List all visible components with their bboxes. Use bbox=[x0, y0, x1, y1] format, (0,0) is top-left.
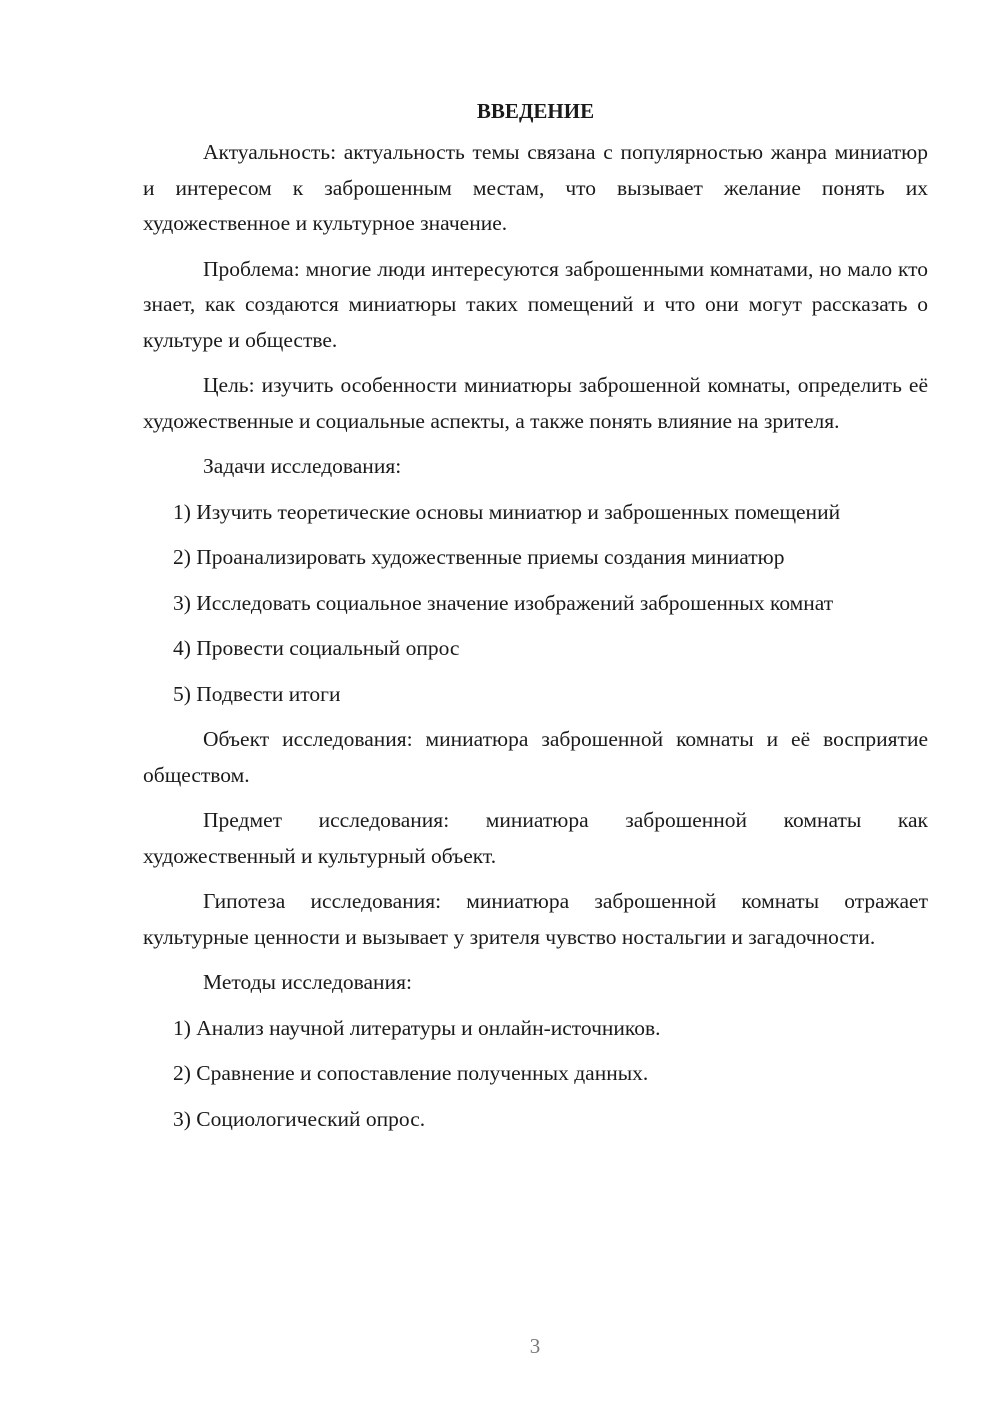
task-item-3: 3) Исследовать социальное значение изображений заброшенных комнат bbox=[173, 590, 834, 615]
task-item-2: 2) Проанализировать художественные приемы создания миниатюр bbox=[173, 545, 785, 569]
document-page bbox=[143, 96, 928, 1147]
problem-paragraph: Проблема: многие люди интересуются заброшенными комнатами, но мало кто знает, как создаются миниатюры таких помещений и что они могут рассказать о культуре и обществе. bbox=[143, 256, 928, 352]
method-item-3: 3) Социологический опрос. bbox=[173, 1106, 426, 1131]
page-number: 3 bbox=[529, 1334, 541, 1358]
task-item-5: 5) Подвести итоги bbox=[173, 681, 341, 706]
hypothesis-paragraph: Гипотеза исследования: миниатюра заброшенной комнаты отражает культурные ценности и вызывает у зрителя чувство ностальгии и загадочности. bbox=[143, 889, 928, 949]
relevance-paragraph: Актуальность: актуальность темы связана с популярностью жанра миниатюр и интересом к заброшенным местам, что вызывает желание понять их художественное и культурное значение. bbox=[143, 140, 928, 235]
method-item-2: 2) Сравнение и сопоставление полученных данных. bbox=[173, 1061, 649, 1085]
methods-heading: Методы исследования: bbox=[203, 970, 412, 994]
task-item-1: 1) Изучить теоретические основы миниатюр и заброшенных помещений bbox=[173, 499, 841, 524]
tasks-heading: Задачи исследования: bbox=[203, 454, 402, 478]
subject-paragraph: Предмет исследования: миниатюра заброшенной комнаты как художественный и культурный объект. bbox=[143, 808, 928, 868]
page-title: ВВЕДЕНИЕ bbox=[476, 99, 595, 123]
method-item-1: 1) Анализ научной литературы и онлайн-источников. bbox=[173, 1015, 661, 1040]
task-item-4: 4) Провести социальный опрос bbox=[173, 636, 460, 660]
goal-paragraph: Цель: изучить особенности миниатюры заброшенной комнаты, определить её художественные и социальные аспекты, а также понять влияние на зрителя. bbox=[143, 373, 928, 433]
object-paragraph: Объект исследования: миниатюра заброшенной комнаты и её восприятие обществом. bbox=[143, 727, 928, 787]
